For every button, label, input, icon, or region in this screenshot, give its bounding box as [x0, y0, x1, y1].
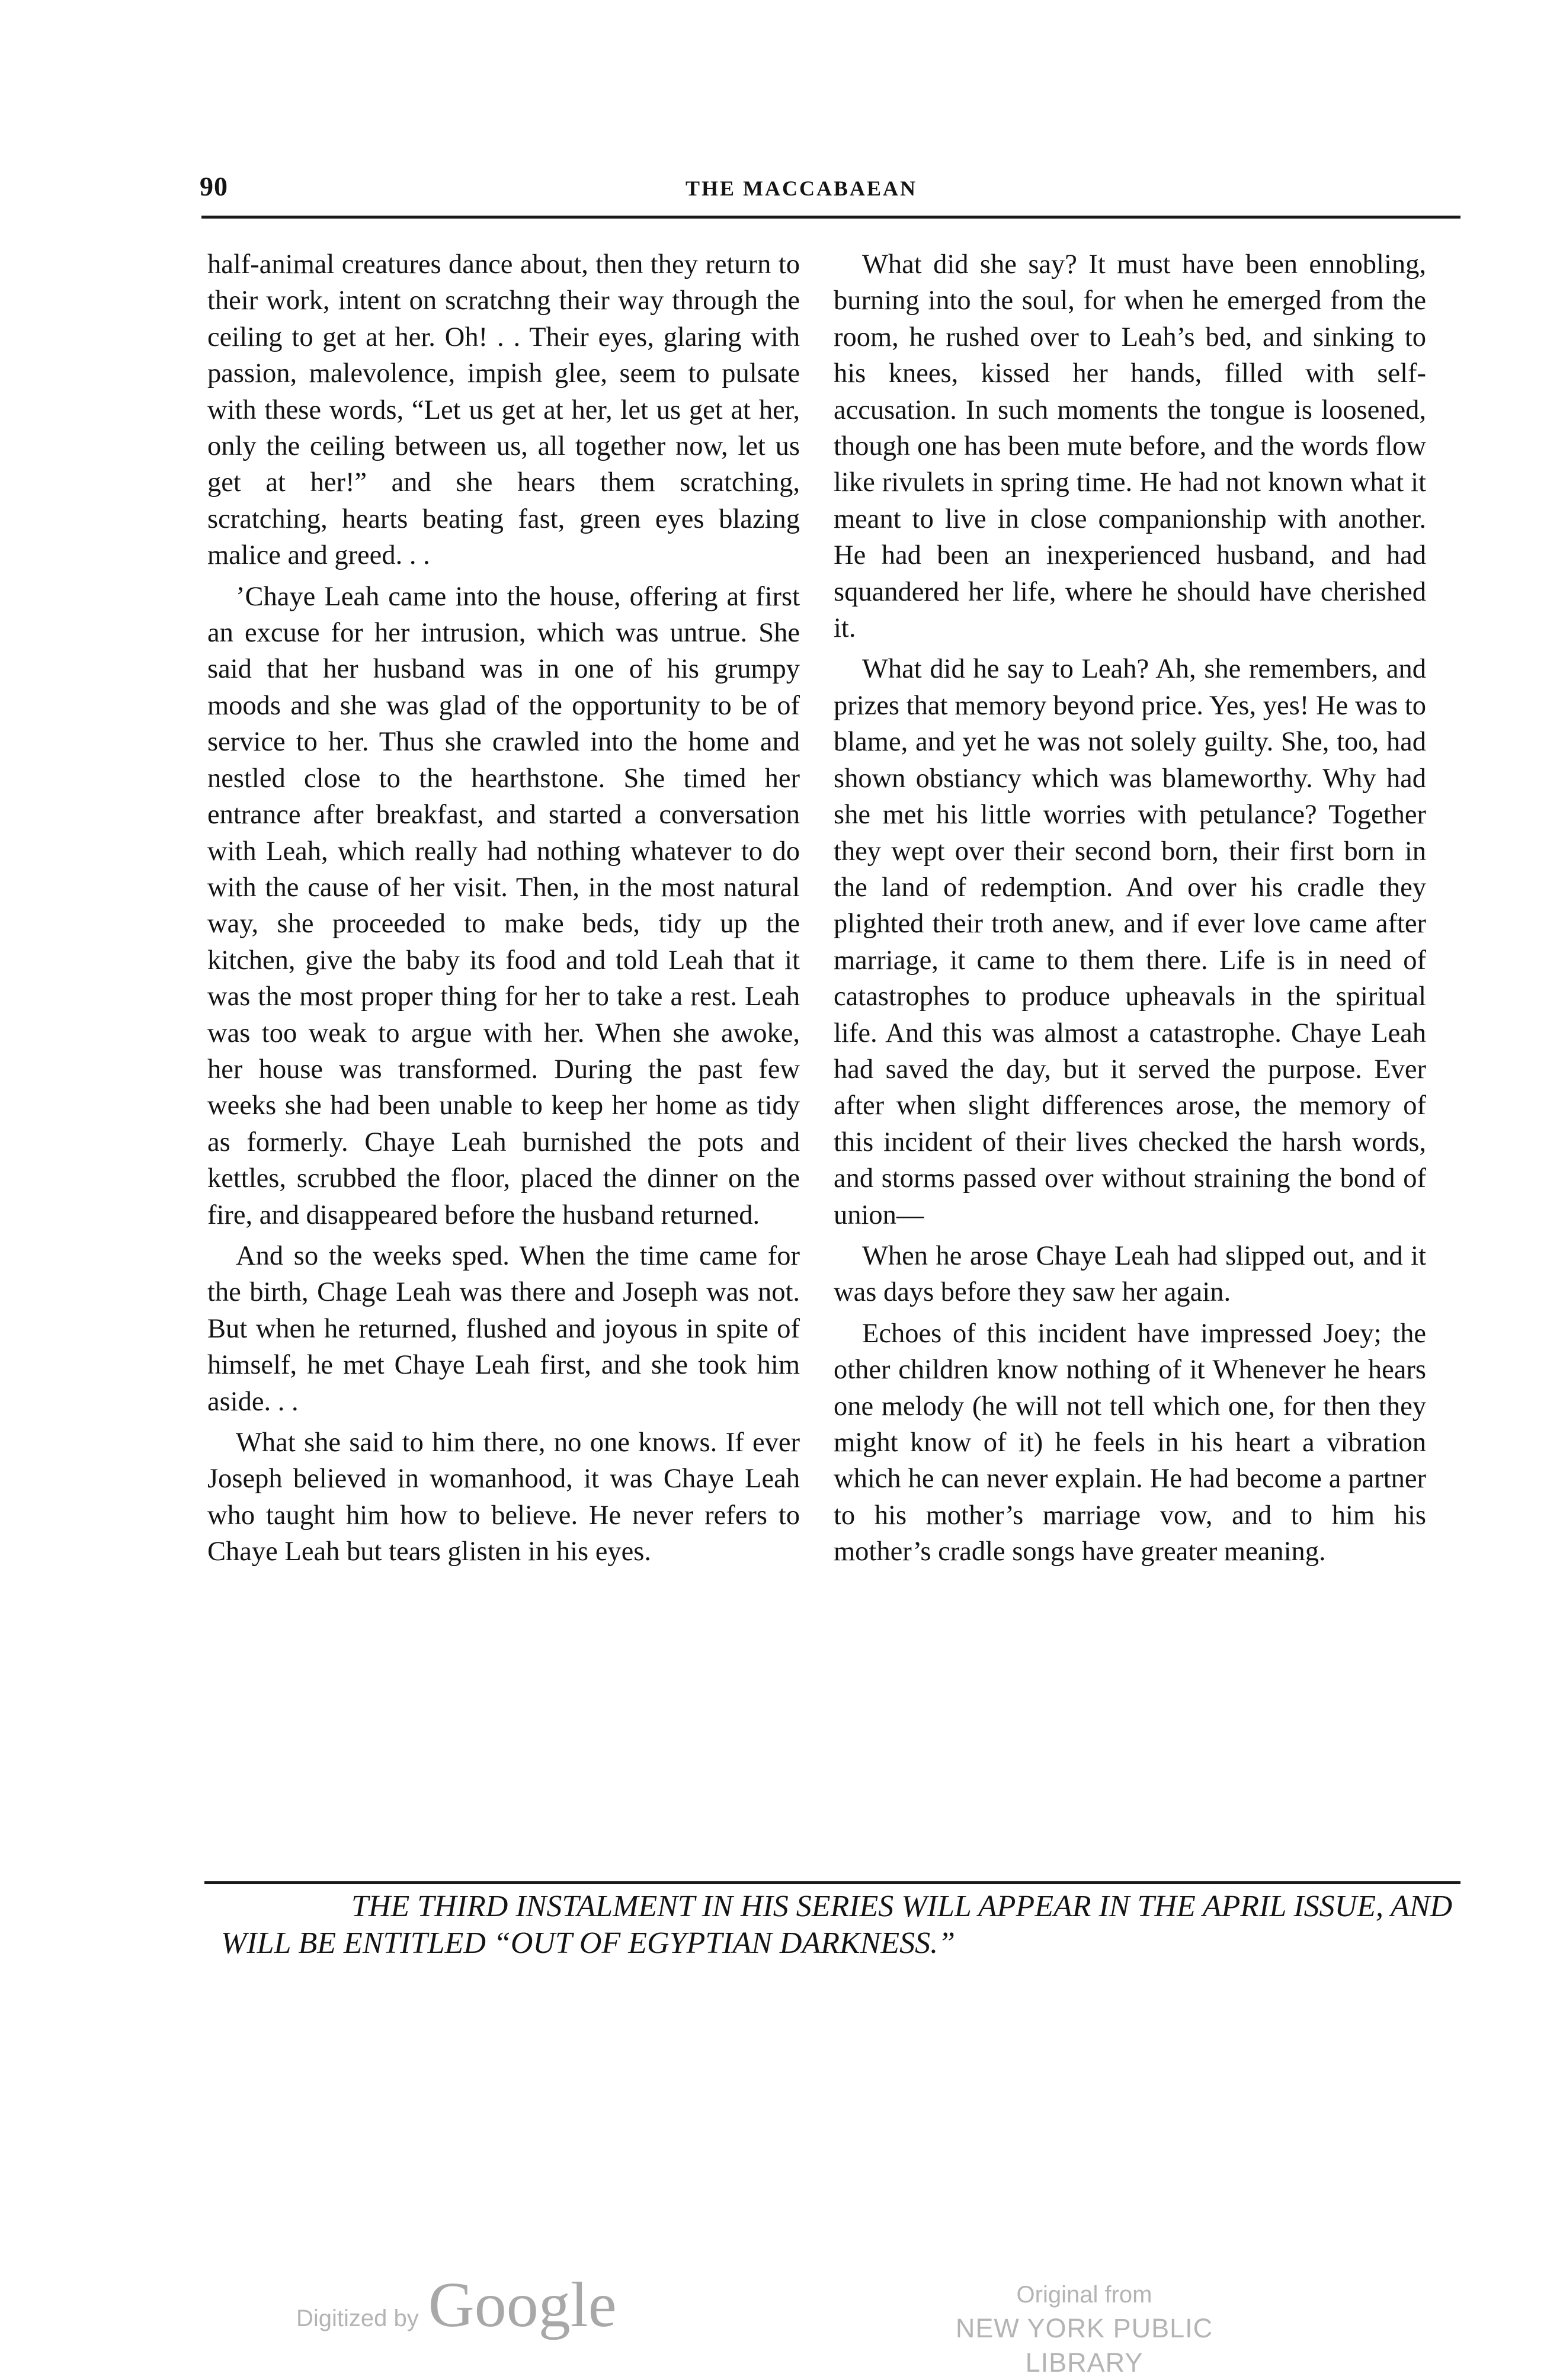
paragraph: half-animal creatures dance about, then they return to their work, intent on scratchng their way through the ceiling to get at her. Oh! . . Their eyes, glaring with passion, malevolence, impish glee, seem to pulsate with these words, “Let us get at her, let us get at her, only the ceiling between us, all together now, let us get at her!” and she hears them scratching, scratching, hearts beating fast, green eyes blazing malice and greed. . .	[207, 249, 800, 571]
paragraph: ’Chaye Leah came into the house, offering at first an excuse for her intrusion, which was untrue. She said that her husband was in one of his grumpy moods and she was glad of the opportunity to be of service to her. Thus she crawled into the home and nestled close to the hearthstone. She timed her entrance after breakfast, and started a conversation with Leah, which really had nothing whatever to do with the cause of her visit. Then, in the most natural way, she proceeded to make beds, tidy up the kitchen, give the baby its food and told Leah that it was the most proper thing for her to take a rest. Leah was too weak to argue with her. When she awoke, her house was transformed. During the past few weeks she had been unable to keep her home as tidy as formerly. Chaye Leah burnished the pots and kettles, scrubbed the floor, placed the dinner on the fire, and disappeared before the husband returned.	[207, 581, 800, 1230]
paragraph: What did she say? It must have been ennobling, burning into the soul, for when he emerged from the room, he rushed over to Leah’s bed, and sinking to his knees, kissed her hands, filled with self-accusation. In such moments the tongue is loosened, though one has been mute before, and the words flow like rivulets in spring time. He had not known what it meant to live in close companionship with another. He had been an inexperienced husband, and had squandered her life, where he should have cherished it.	[834, 249, 1426, 644]
paragraph: What she said to him there, no one knows. If ever Joseph believed in womanhood, it was Chaye Leah who taught him how to believe. He never refers to Chaye Leah but tears glisten in his eyes.	[207, 1428, 800, 1567]
paragraph: When he arose Chaye Leah had slipped out, and it was days before they saw her again.	[834, 1240, 1426, 1308]
google-logo: Google	[428, 2270, 617, 2340]
library-watermark	[901, 2278, 1268, 2380]
original-from-label: Original from	[1016, 2282, 1152, 2308]
paragraph: And so the weeks sped. When the time came for the birth, Chage Leah was there and Joseph was not. But when he returned, flushed and joyous in spite of himself, he met Chaye Leah first, and she took him aside. . .	[207, 1240, 800, 1417]
library-name: NEW YORK PUBLIC LIBRARY	[955, 2313, 1213, 2378]
series-announcement: THE THIRD INSTALMENT IN HIS SERIES WILL APPEAR IN THE APRIL ISSUE, AND WILL BE ENTITLED “OUT OF EGYPTIAN DARKNESS.”	[221, 1890, 1453, 1960]
paragraph: Echoes of this incident have impressed Joey; the other children know nothing of it Whenever he hears one melody (he will not tell which one, for then they might know of it) he feels in his heart a vibration which he can never explain. He had become a partner to his mother’s marriage vow, and to him his mother’s cradle songs have greater meaning.	[834, 1318, 1426, 1567]
digitized-by-label: Digitized by	[296, 2305, 419, 2331]
left-column	[207, 246, 800, 1575]
running-head: THE MACCABAEAN	[686, 177, 918, 200]
header-rule	[201, 216, 1460, 219]
digitized-by-watermark	[296, 2269, 617, 2342]
page-number: 90	[200, 171, 228, 201]
right-column	[834, 246, 1426, 1575]
paragraph: What did he say to Leah? Ah, she remembers, and prizes that memory beyond price. Yes, yes! He was to blame, and yet he was not solely guilty. She, too, had shown obstiancy which was blameworthy. Why had she met his little worries with petulance? Together they wept over their second born, their first born in the land of redemption. And over his cradle they plighted their troth anew, and if ever love came after marriage, it came to them there. Life is in need of catastrophes to produce upheavals in the spiritual life. And this was almost a catastrophe. Chaye Leah had saved the day, but it served the purpose. Ever after when slight differences arose, the memory of this incident of their lives checked the harsh words, and storms passed over without straining the bond of union—	[834, 654, 1426, 1230]
announcement-rule	[204, 1881, 1460, 1884]
